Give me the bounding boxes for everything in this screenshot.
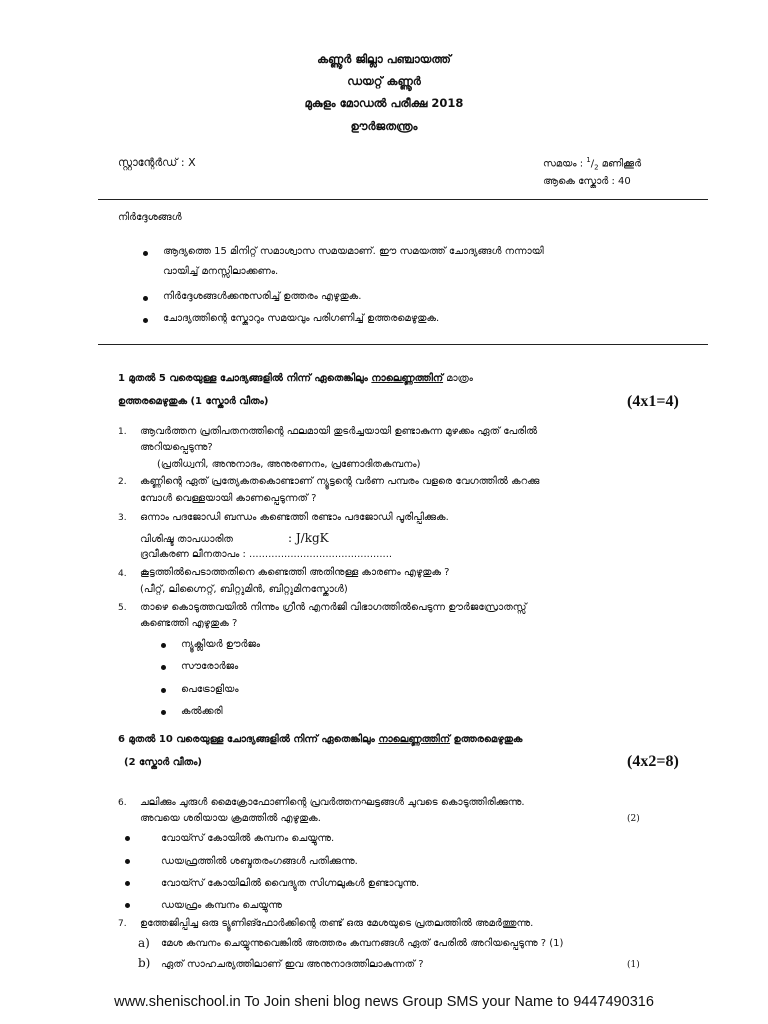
- question-number: 2.: [118, 477, 127, 487]
- option-item: പെട്രോളിയം: [181, 684, 239, 695]
- subquestion-label: a): [138, 936, 150, 950]
- footer-notice: www.shenischool.in To Join sheni blog news Group SMS your Name to 9447490316: [114, 994, 654, 1010]
- question-mark: (1): [627, 960, 640, 970]
- option-item: ന്യൂക്ലിയർ ഊർജം: [181, 639, 261, 650]
- question-text: താഴെ കൊടുത്തവയിൽ നിന്നും ഗ്രീൻ എനർജി വിഭാഗത്തിൽപെടുന്ന ഊർജസ്രോതസ്സ്: [140, 602, 527, 613]
- pair-term: വിശിഷ്ട താപധാരിത: [140, 534, 233, 545]
- option-item: കൽക്കരി: [181, 706, 223, 717]
- option-item: വോയ്സ് കോയിൽ കമ്പനം ചെയ്യുന്നു.: [161, 833, 335, 844]
- bullet: [125, 859, 130, 864]
- section2-score-note: (2 സ്കോർ വീതം): [124, 757, 202, 768]
- option-item: സൗരോർജം: [181, 661, 239, 672]
- option-item: ഡയഫ്രത്തിൽ ശബ്ദതരംഗങ്ങൾ പതിക്കുന്നു.: [161, 856, 358, 867]
- question-options: (പീറ്റ്, ലിഗ്നൈറ്റ്, ബിറ്റുമിൻ, ബിറ്റുമിനസ്കോൾ): [140, 584, 348, 595]
- option-item: ഡയഫ്രം കമ്പനം ചെയ്യുന്നു: [161, 900, 282, 911]
- header-subject: ഊർജതന്ത്രം: [350, 119, 418, 133]
- question-text: കണ്ടെത്തി എഴുതുക ?: [140, 618, 238, 629]
- question-text: ഉത്തേജിപ്പിച്ച ഒരു ട്യൂണിങ്ഫോർക്കിന്റെ തണ്ട് ഒരു മേശയുടെ പ്രതലത്തിൽ അമർത്തുന്നു.: [140, 918, 534, 929]
- instructions-title: നിർദ്ദേശങ്ങൾ: [118, 212, 182, 223]
- bullet: [161, 665, 166, 670]
- subquestion-label: b): [138, 956, 151, 970]
- question-mark: (2): [627, 814, 640, 824]
- question-number: 6.: [118, 798, 127, 808]
- bullet: [161, 643, 166, 648]
- question-number: 1.: [118, 427, 127, 437]
- question-options: (പ്രതിധ്വനി, അനുനാദം, അനുരണനം, പ്രണോദിതകമ്പനം): [157, 459, 421, 470]
- divider: [98, 344, 708, 345]
- bullet: [161, 688, 166, 693]
- question-number: 7.: [118, 919, 127, 929]
- bullet: [125, 903, 130, 908]
- question-text: ഒന്നാം പദജോഡി ബന്ധം കണ്ടെത്തി രണ്ടാം പദജോഡി പൂരിപ്പിക്കുക.: [140, 512, 449, 523]
- question-text: കൂട്ടത്തിൽപെടാത്തതിനെ കണ്ടെത്തി അതിനുള്ള കാരണം എഴുതുക ?: [140, 567, 450, 578]
- subquestion-text: ഏത് സാഹചര്യത്തിലാണ് ഇവ അനുനാദത്തിലാകുന്നത് ?: [161, 959, 424, 970]
- question-text: ചലിക്കും ചുരുൾ മൈക്രോഫോണിന്റെ പ്രവർത്തനഘട്ടങ്ങൾ ചുവടെ കൊടുത്തിരിക്കുന്നു.: [140, 797, 525, 808]
- header-district: കണ്ണൂർ ജില്ലാ പഞ്ചായത്ത്: [317, 52, 451, 66]
- section2-instruction: 6 മുതൽ 10 വരെയുള്ള ചോദ്യങ്ങളിൽ നിന്ന് ഏതെങ്കിലും നാലെണ്ണത്തിന് ഉത്തരമെഴുതുക: [118, 734, 523, 745]
- instruction-item: ചോദ്യത്തിന്റെ സ്കോറും സമയവും പരിഗണിച്ച് ഉത്തരമെഴുതുക.: [163, 313, 440, 324]
- bullet: [125, 881, 130, 886]
- bullet: [143, 296, 148, 301]
- question-text: ആവർത്തന പ്രതിപതനത്തിന്റെ ഫലമായി തുടർച്ചയായി ഉണ്ടാകുന്ന മുഴക്കം ഏത് പേരിൽ: [140, 426, 538, 437]
- total-score: ആകെ സ്കോർ : 40: [543, 176, 631, 187]
- time-label: സമയം : $^1/_2$ മണിക്കൂർ: [543, 156, 642, 172]
- question-text: അവയെ ശരിയായ ക്രമത്തിൽ എഴുതുക.: [140, 813, 321, 824]
- instruction-item: ആദ്യത്തെ 15 മിനിറ്റ് സമാശ്വാസ സമയമാണ്. ഈ സമയത്ത് ചോദ്യങ്ങൾ നന്നായി: [163, 246, 544, 257]
- instruction-item: വായിച്ച് മനസ്സിലാക്കണം.: [163, 266, 279, 277]
- section1-score-note: ഉത്തരമെഴുതുക (1 സ്കോർ വീതം): [118, 396, 269, 407]
- standard-label: സ്റ്റാന്റേർഡ് : X: [118, 156, 196, 169]
- question-number: 4.: [118, 569, 127, 579]
- subquestion-text: മേശ കമ്പനം ചെയ്യുന്നുവെങ്കിൽ അത്തരം കമ്പനങ്ങൾ ഏത് പേരിൽ അറിയപ്പെടുന്നു ? (1): [161, 938, 564, 949]
- section1-marks: (4x1=4): [627, 393, 679, 410]
- question-text: അറിയപ്പെടുന്നു?: [140, 442, 213, 453]
- header-exam-name: മുകുളം മോഡൽ പരീക്ഷ 2018: [304, 96, 464, 110]
- bullet: [143, 318, 148, 323]
- question-number: 3.: [118, 513, 127, 523]
- pair-value: : J/kgK: [288, 531, 329, 545]
- section2-marks: (4x2=8): [627, 753, 679, 770]
- instruction-item: നിർദ്ദേശങ്ങൾക്കനുസരിച്ച് ഉത്തരം എഴുതുക.: [163, 291, 362, 302]
- bullet: [125, 836, 130, 841]
- bullet: [143, 251, 148, 256]
- question-text: മ്പോൾ വെള്ളയായി കാണപ്പെടുന്നത് ?: [140, 493, 317, 504]
- question-number: 5.: [118, 603, 127, 613]
- option-item: വോയ്സ് കോയിലിൽ വൈദ്യുത സിഗ്നലുകൾ ഉണ്ടാവുന്നു.: [161, 878, 420, 889]
- bullet: [161, 710, 166, 715]
- question-text: കണ്ണിന്റെ ഏത് പ്രത്യേകതകൊണ്ടാണ് ന്യൂട്ടന്റെ വർണ പമ്പരം വളരെ വേഗത്തിൽ കറക്കു: [140, 476, 540, 487]
- header-diet: ഡയറ്റ് കണ്ണൂർ: [347, 74, 421, 88]
- pair-blank: ദ്രവീകരണ ലീനതാപം : .............................................: [140, 549, 393, 560]
- section1-instruction: 1 മുതൽ 5 വരെയുള്ള ചോദ്യങ്ങളിൽ നിന്ന് ഏതെങ്കിലും നാലെണ്ണത്തിന് മാത്രം: [118, 373, 473, 384]
- divider: [98, 199, 708, 200]
